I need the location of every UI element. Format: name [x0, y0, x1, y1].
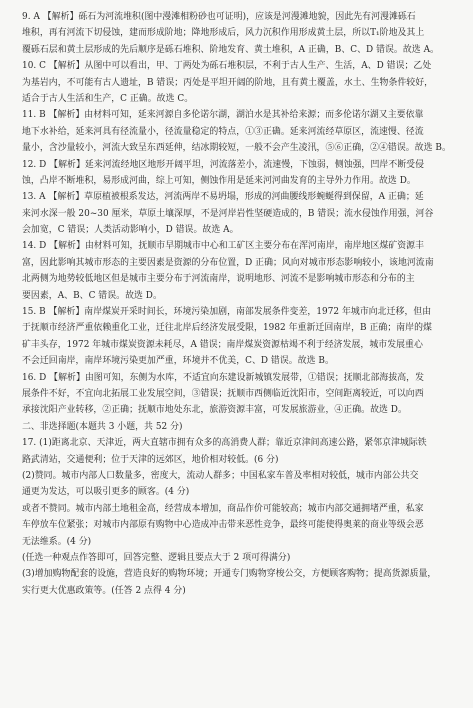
text-line: 不会迁回南岸，南岸环境污染更加严重，环境并不优美，C、D 错误。故选 B。 [22, 356, 334, 367]
text-line: 于抚顺市经济严重依赖重化工业，迁往北岸后经济发展受限，1982 年重新迁回南岸，B 正确；南岸的煤 [22, 323, 432, 334]
text-line: 13. A 【解析】草原植被根系发达，河流两岸不易坍塌，形成的河曲腰线形蜿蜒得到保留，A 正确；延 [22, 192, 424, 203]
text-line: 通更为发达，可以吸引更多的顾客。(4 分) [22, 487, 190, 498]
text-line: 9. A 【解析】砾石为河流堆积(图中漫滩相粉砂也可证明)，应该是河漫滩地貌，因此先有河漫滩砾石 [22, 12, 416, 22]
text-line: 17. (1)距离北京、天津近，两大直辖市拥有众多的高消费人群；靠近京津间高速公路，紧邻京津城际铁 [22, 438, 427, 449]
text-line: 来河水深一般 20~30 厘米，草原土壤深厚，不是河岸岩性坚硬造成的，B 错误；流水侵蚀作用强，河谷 [22, 208, 434, 219]
text-line: 覆砾石层和黄土层形成的先后顺序是砾石堆积、阶地发育、黄土堆积，A 正确，B、C、D 错误。故选 A。 [22, 44, 439, 55]
text-line: 富，因此影响其城市形态的主要因素是资源的分布位置，D 正确；风向对城市形态影响较小，该地河流南 [22, 257, 434, 268]
text-line: 12. D 【解析】延来河流经地区地形开阔平坦，河流落差小，流速慢，下蚀弱，侧蚀强，凹岸不断受侵 [22, 159, 425, 170]
text-line: 路武清站，交通便利；位于天津的远郊区，地价相对较低。(6 分) [22, 454, 279, 465]
text-line: 承接沈阳产业转移，②正确；抚顺市地处东北，旅游资源丰富，可发展旅游业，④正确。故选 D。 [22, 405, 407, 416]
text-line: 适合于古人生活和生产，C 正确。故选 C。 [22, 93, 194, 104]
text-line: 为基岩内，不可能有古人遗址，B 错误；丙处是平坦开阔的阶地，且有黄土覆盖，水土、生物条件较好， [22, 77, 434, 88]
text-line: 10. C 【解析】从图中可以看出，甲、丁两处为砾石堆积层，不利于古人生产、生活，A、D 错误；乙处 [22, 61, 432, 72]
text-line: 实行更大优惠政策等。(任答 2 点得 4 分) [22, 585, 186, 596]
text-line: 堆积，再有河流下切侵蚀，建而形成阶地；降地形成后，风力沉积作用形成黄土层，所以T₁阶地及其上 [22, 28, 425, 39]
text-line: 北两侧为地势较低地区但是城市主要分布于河流南岸，说明地形、河流不是影响城市形态和分布的主 [22, 274, 415, 285]
text-line: 会加宽，C 错误；人类活动影响小，D 错误。故选 A。 [22, 225, 239, 236]
text-line: 地下水补给，延来河具有径流量小，径流量稳定的特点，①③正确。延来河流经草原区，流速慢、径流 [22, 126, 424, 137]
text-line: 16. D 【解析】由图可知，东侧为水库，不适宜向东建设新城镇发展带，①错误；抚顺北部海拔高，发 [22, 372, 425, 383]
text-line: 蚀，凸岸不断堆积，易形成河曲，综上可知，侧蚀作用是延来河河曲发育的主导外力作用。故选 D。 [22, 175, 416, 186]
text-line: 或者不赞同。城市内部土地租金高，经营成本增加，商品作价可能较高；城市内部交通拥堵严重，私家 [22, 503, 424, 514]
text-line: 要因素，A、B、C 错误。故选 D。 [22, 290, 162, 301]
text-line: 展条件不好，不宜向北拓展工业发展空间，③错误；抚顺市西侧临近沈阳市，空间距离较近，可以向西 [22, 388, 424, 399]
text-line: 14. D 【解析】由材料可知，抚顺市早期城市中心和工矿区主要分布在浑河南岸，南岸地区煤矿资源丰 [22, 241, 425, 252]
text-line: 车停放车位紧张；对城市内部原有购物中心造成冲击带来恶性竞争，最终可能使得奥莱的商业等级会恶 [22, 520, 424, 531]
text-line: 量小，含沙量较小，河流大致呈东西延伸，结冰期较短，一般不会产生凌汛，⑤⑥正确，②④错误。故选 B。 [22, 143, 451, 154]
text-line: (任选一种观点作答即可，回答完整、逻辑且要点大于 2 项可得满分) [22, 552, 291, 563]
text-line: 无法维系。(4 分) [22, 536, 92, 547]
text-line: 11. B 【解析】由材料可知，延来河源自多伦诺尔湖，湖泊水是其补给来源；而多伦诺尔湖又主要依靠 [22, 110, 424, 121]
text-line: (2)赞同。城市内部人口数量多，密度大，流动人群多；中国私家车普及率相对较低，城市内部公共交 [22, 470, 419, 481]
text-line: 15. B 【解析】南岸煤炭开采时间长，环境污染加剧，南部发展条件变差，1972 年城市向北迁移，但由 [22, 307, 432, 318]
text-line: 矿丰头存，1972 年城市煤炭资源未耗尽，A 错误；南岸煤炭资源枯竭不利于经济发展，城市发展重心 [22, 339, 423, 350]
section-heading: 二、非选择题(本题共 3 小题，共 52 分) [22, 421, 183, 432]
text-line: (3)增加购物配套的设施，营造良好的购物环境；开通专门购物穿梭公交，方便顾客购物；提高货源质量， [22, 569, 437, 580]
